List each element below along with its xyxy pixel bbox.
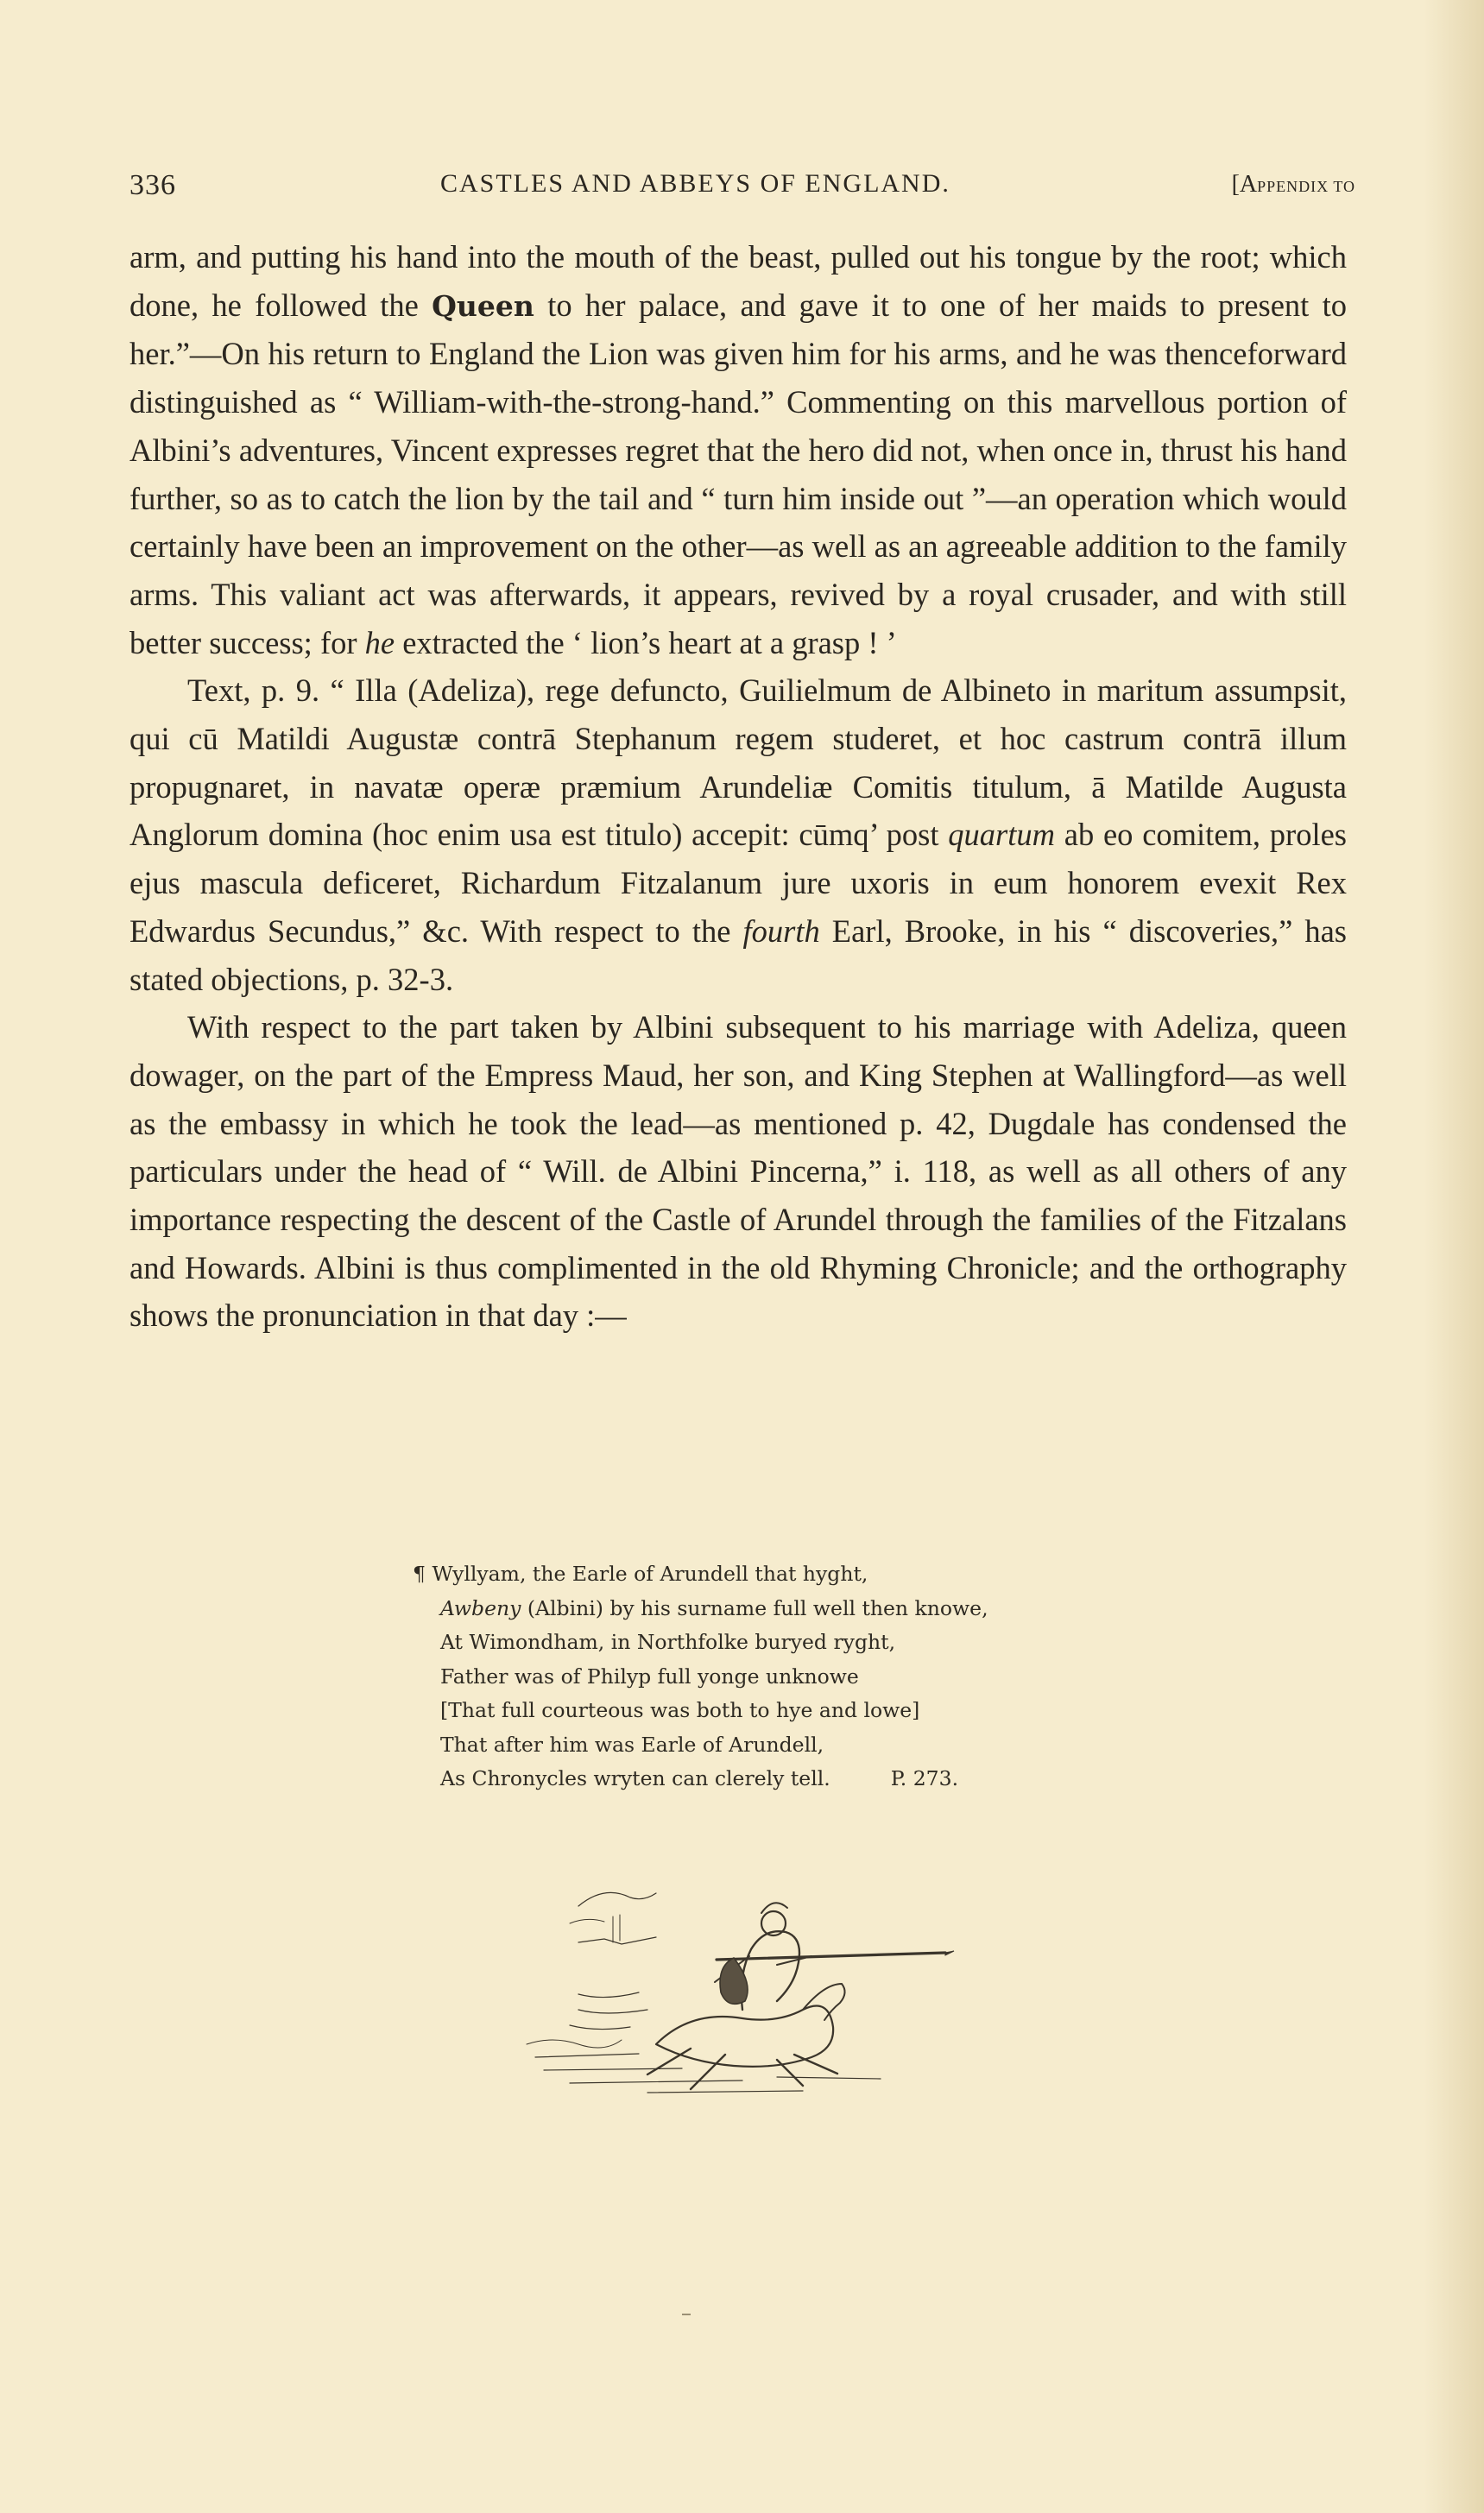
verse-line-4: Father was of Philyp full yonge unknowe	[440, 1664, 859, 1689]
verse-line-1: ¶ Wyllyam, the Earle of Arundell that hyght,	[413, 1562, 868, 1586]
page-edge-shading	[1424, 0, 1484, 2513]
paragraph-3: With respect to the part taken by Albini subsequent to his marriage with Adeliza, queen dowager, on the part of the Empress Maud, her son, and King Stephen at Wallingford—as well as the embassy in which he took the lead—as mentioned p. 42, Dugdale has condensed the particulars under the head of “ Will. de Albini Pincerna,” i. 118, as well as all others of any importance respecting the descent of the Castle of Arundel through the families of the Fitzalans and Howards. Albini is thus complimented in the old Rhyming Chronicle; and the orthography shows the pronunciation in that day :—	[129, 1009, 1347, 1334]
paragraph-1	[129, 233, 1347, 666]
running-title: CASTLES AND ABBEYS OF ENGLAND.	[440, 169, 950, 198]
verse-line-6: That after him was Earle of Arundell,	[440, 1732, 824, 1757]
running-section-smallcaps: PPENDIX TO	[1257, 178, 1355, 195]
running-header	[129, 169, 1355, 204]
paragraph-1-part-1: arm, and putting his hand into the mouth of the beast, pulled out his tongue by the root; which done, he followed the	[129, 239, 1347, 323]
verse-quotation	[413, 1557, 1121, 1796]
body-text	[129, 233, 1347, 1340]
paragraph-1-part-3: extracted the ‘ lion’s heart at a grasp ! ’	[395, 624, 897, 660]
verse-line-5: [That full courteous was both to hye and lowe]	[440, 1698, 920, 1722]
pilcrow: ¶	[413, 1562, 426, 1586]
italic-he: he	[364, 624, 395, 660]
paragraph-2-part-1: Text, p. 9. “ Illa (Adeliza), rege defuncto, Guilielmum de Albineto in maritum assumpsit, qui cū Matildi Augustæ contrā Stephanum regem studeret, et hoc castrum contrā illum propugnaret, in navatæ operæ præmium Arundeliæ Comitis titulum, ā Matilde Augusta Anglorum domina (hoc enim usa est titulo) accepit: cūmq’ post	[129, 672, 1347, 853]
running-section-bracket: [A	[1231, 171, 1258, 198]
decorative-dash	[682, 2314, 691, 2315]
verse-line-3: At Wimondham, in Northfolke buryed ryght,	[440, 1630, 896, 1654]
knight-jousting-vignette	[518, 1863, 967, 2096]
paragraph-2	[129, 666, 1347, 1003]
verse-reference: P. 273.	[890, 1766, 959, 1790]
blackletter-queen: Queen	[432, 288, 534, 323]
page-number: 336	[129, 169, 176, 201]
running-section	[1232, 171, 1355, 199]
italic-awbeny: Awbeny	[440, 1595, 521, 1620]
italic-fourth: fourth	[742, 912, 820, 949]
paragraph-2-part-3: Earl, Brooke, in his “ discoveries,” has stated objections, p. 32-3.	[129, 912, 1347, 997]
verse-line-7: As Chronycles wryten can clerely tell. P. 273.	[440, 1762, 1121, 1796]
paragraph-1-part-2: to her palace, and gave it to one of her maids to present to her.”—On his return to England the Lion was given him for his arms, and he was thenceforward distinguished as “ William-with-the-strong-hand.” Commenting on this marvellous portion of Albini’s adventures, Vincent expresses regret that the hero did not, when once in, thrust his hand further, so as to catch the lion by the tail and “ turn him inside out ”—an operation which would certainly have been an improvement on the other—as well as an agreeable addition to the family arms. This valiant act was afterwards, it appears, revived by a royal crusader, and with still better success; for	[129, 287, 1347, 660]
italic-quartum: quartum	[948, 817, 1055, 853]
paragraph-2-part-2: ab eo comitem, proles ejus mascula deficeret, Richardum Fitzalanum jure uxoris in eum honorem evexit Rex Edwardus Secundus,” &c. With respect to the	[129, 817, 1347, 949]
verse-line-2: Awbeny (Albini) by his surname full well then knowe,	[440, 1595, 988, 1620]
